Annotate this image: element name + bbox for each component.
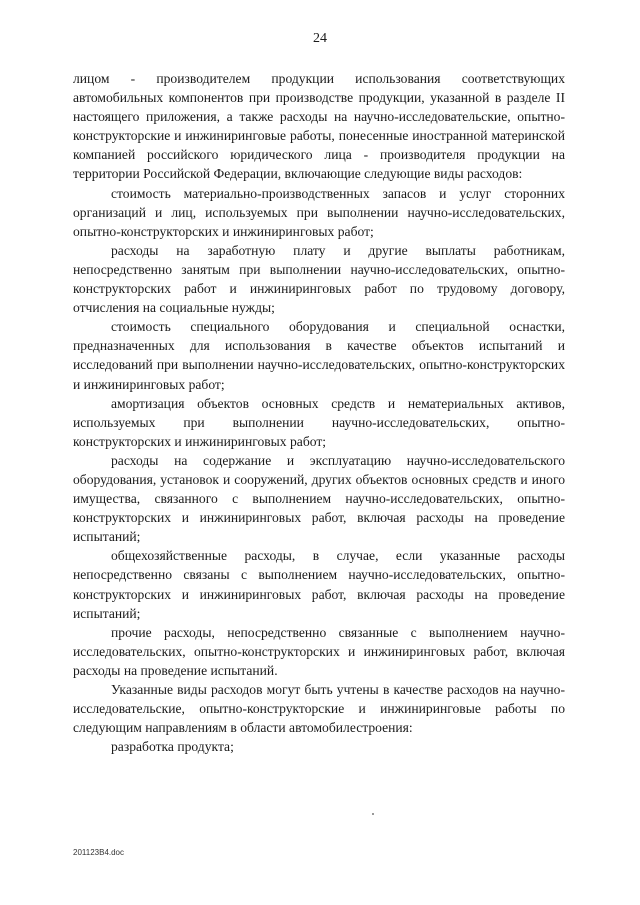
paragraph-continuation: лицом - производителем продукции использования соответствующих автомобильных компонентов при производстве продукции, указанной в разделе II настоящего приложения, а также расходы на научно-исследовательские, опытно-конструкторские и инжиниринговые работы, понесенные иностранной материнской компанией российского юридического лица - производителя продукции на территории Российской Федерации, включающие следующие виды расходов: <box>73 71 565 182</box>
scan-speck <box>372 813 374 815</box>
paragraph-general-expenses: общехозяйственные расходы, в случае, если указанные расходы непосредственно связаны с выполнением научно-исследовательских, опытно-конструкторских и инжиниринговых работ, включая расходы на проведение испытаний; <box>73 548 565 621</box>
paragraph-directions-intro: Указанные виды расходов могут быть учтены в качестве расходов на научно-исследовательские, опытно-конструкторские и инжиниринговые работы по следующим направлениям в области автомобилестроения: <box>73 682 565 736</box>
paragraph-special-equipment: стоимость специального оборудования и специальной оснастки, предназначенных для использования в качестве объектов испытаний и исследований при выполнении научно-исследовательских, опытно-конструкторских и инжиниринговых работ; <box>73 319 565 392</box>
paragraph-materials-cost: стоимость материально-производственных запасов и услуг сторонних организаций и лиц, используемых при выполнении научно-исследовательских, опытно-конструкторских и инжиниринговых работ; <box>73 185 565 239</box>
file-footer: 201123B4.doc <box>73 848 125 857</box>
page-number: 24 <box>313 31 327 46</box>
paragraph-depreciation: амортизация объектов основных средств и нематериальных активов, используемых при выполнении научно-исследовательских, опытно-конструкторских и инжиниринговых работ; <box>73 395 565 449</box>
paragraph-product-development: разработка продукта; <box>111 739 234 755</box>
paragraph-other-expenses: прочие расходы, непосредственно связанные с выполнением научно-исследовательских, опытно-конструкторских и инжиниринговых работ, включая расходы на проведение испытаний. <box>73 624 565 678</box>
document-body <box>73 69 565 756</box>
paragraph-maintenance-expenses: расходы на содержание и эксплуатацию научно-исследовательского оборудования, установок и сооружений, других объектов основных средств и иного имущества, связанного с выполнением научно-исследовательских, опытно-конструкторских и инжиниринговых работ, включая расходы на проведение испытаний; <box>73 452 565 545</box>
paragraph-salary-expenses: расходы на заработную плату и другие выплаты работникам, непосредственно занятым при выполнении научно-исследовательских, опытно-конструкторских работ и инжиниринговых работ по трудовому договору, отчисления на социальные нужды; <box>73 242 565 316</box>
